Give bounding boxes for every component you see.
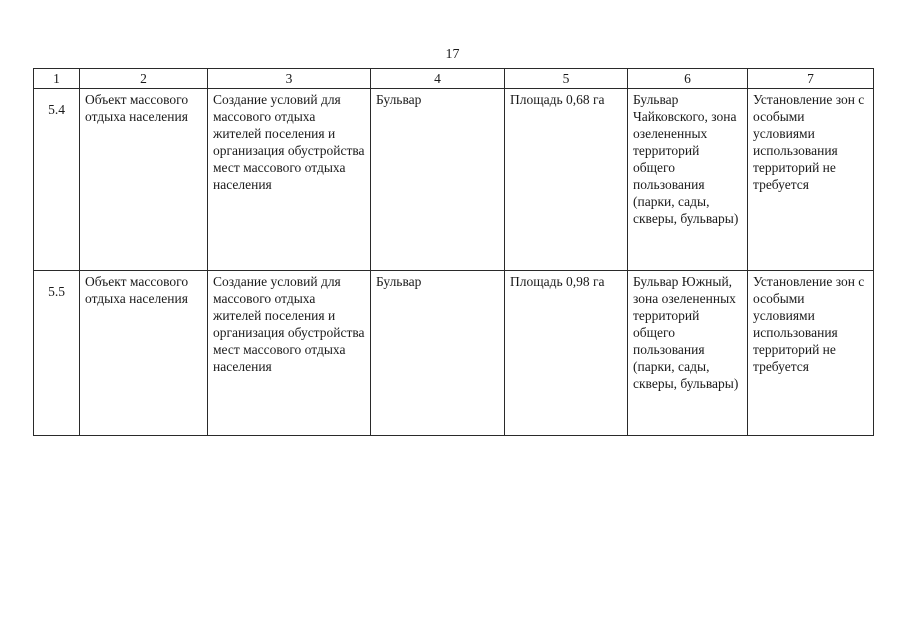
page-number: 17 [445, 47, 460, 62]
object-area: Площадь 0,98 га [505, 271, 628, 436]
object-name: Объект массового отдыха населения [80, 271, 208, 436]
object-area: Площадь 0,68 га [505, 89, 628, 271]
object-purpose: Создание условий для массового отдыха жителей поселения и организация обустройства мест массового отдыха населения [208, 271, 371, 436]
header-row [34, 69, 874, 89]
object-location: Бульвар Южный, зона озелененных территорий общего пользования (парки, сады, скверы, бульвары) [628, 271, 748, 436]
header-cell-5: 5 [505, 69, 628, 89]
row-number: 5.5 [34, 271, 80, 436]
object-name: Объект массового отдыха населения [80, 89, 208, 271]
header-cell-3: 3 [208, 69, 371, 89]
object-zones: Установление зон с особыми условиями использования территорий не требуется [748, 271, 874, 436]
header-cell-4: 4 [371, 69, 505, 89]
header-cell-1: 1 [34, 69, 80, 89]
object-location: Бульвар Чайковского, зона озелененных территорий общего пользования (парки, сады, скверы, бульвары) [628, 89, 748, 271]
row-number: 5.4 [34, 89, 80, 271]
header-cell-2: 2 [80, 69, 208, 89]
header-cell-7: 7 [748, 69, 874, 89]
object-zones: Установление зон с особыми условиями использования территорий не требуется [748, 89, 874, 271]
object-purpose: Создание условий для массового отдыха жителей поселения и организация обустройства мест массового отдыха населения [208, 89, 371, 271]
table-row [34, 271, 874, 436]
header-cell-6: 6 [628, 69, 748, 89]
object-type: Бульвар [371, 271, 505, 436]
objects-table [33, 68, 874, 436]
object-type: Бульвар [371, 89, 505, 271]
table-row [34, 89, 874, 271]
